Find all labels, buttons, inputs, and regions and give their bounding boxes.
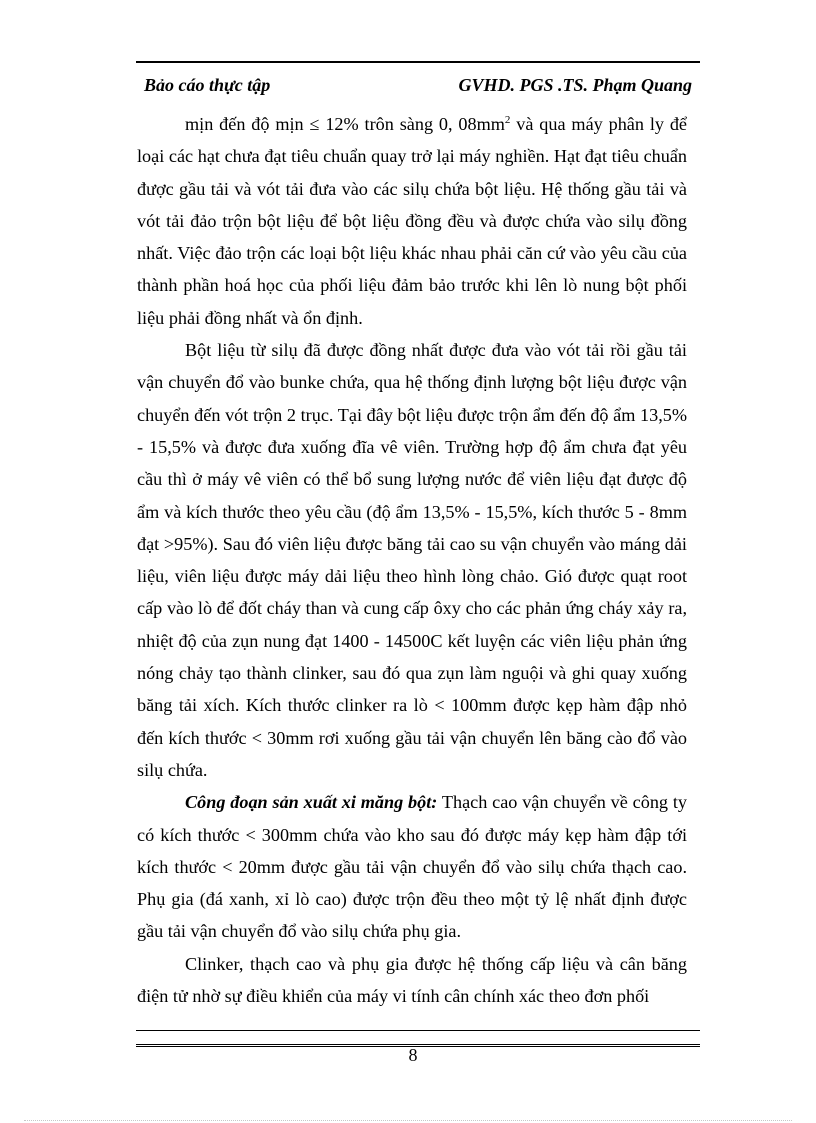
paragraph-3 xyxy=(137,786,687,947)
paragraph-2: Bột liệu từ silụ đã được đồng nhất được đưa vào vót tải rồi gầu tải vận chuyển đổ vào bunke chứa, qua hệ thống định lượng bột liệu được vận chuyển đến vót trộn 2 trục. Tại đây bột liệu được trộn ẩm đến độ ẩm 13,5% - 15,5% và được đưa xuống đĩa vê viên. Trường hợp độ ẩm chưa đạt yêu cầu thì ở máy vê viên có thể bổ sung lượng nước để viên liệu đạt được độ ẩm và kích thước theo yêu cầu (độ ẩm 13,5% - 15,5%, kích thước 5 - 8mm đạt >95%). Sau đó viên liệu được băng tải cao su vận chuyển vào máng dải liệu, viên liệu được máy dải liệu theo hình lòng chảo. Gió được quạt root cấp vào lò để đốt cháy than và cung cấp ôxy cho các phản ứng cháy xảy ra, nhiệt độ của zụn nung đạt 1400 - 14500C kết luyện các viên liệu phản ứng nóng chảy tạo thành clinker, sau đó qua zụn làm nguội và ghi quay xuống băng tải xích. Kích thước clinker ra lò < 100mm được kẹp hàm đập nhỏ đến kích thước < 30mm rơi xuống gầu tải vận chuyển lên băng cào đổ vào silụ chứa. xyxy=(137,340,687,780)
paragraph-3-text: Thạch cao vận chuyển về công ty có kích thước < 300mm chứa vào kho sau đó được máy kẹp hàm đập tới kích thước < 20mm được gầu tải vận chuyển đổ vào silụ chứa thạch cao. Phụ gia (đá xanh, xỉ lò cao) được trộn đều theo một tỷ lệ nhất định được gầu tải vận chuyển đổ vào silụ chứa phụ gia. xyxy=(137,792,687,942)
page-number: 8 xyxy=(408,1045,418,1065)
footer-double-rule xyxy=(136,1044,700,1047)
paragraph-1-text-a: mịn đến độ mịn ≤ 12% trôn sàng 0, 08mm xyxy=(185,114,505,134)
superscript: 2 xyxy=(504,113,511,126)
header-advisor: GVHD. PGS .TS. Phạm Quang xyxy=(458,75,692,95)
paragraph-4: Clinker, thạch cao và phụ gia được hệ thống cấp liệu và cân băng điện tử nhờ sự điều khiển của máy vi tính cân chính xác theo đơn phối xyxy=(137,953,687,1007)
header-report-title: Bảo cáo thực tập xyxy=(144,75,271,95)
section-lead: Công đoạn sản xuất xi măng bột: xyxy=(185,792,438,813)
page-edge xyxy=(24,1120,792,1121)
footer-rule xyxy=(136,1030,700,1031)
paragraph-1-text-b: và qua máy phân ly để loại các hạt chưa đạt tiêu chuẩn quay trở lại máy nghiền. Hạt đạt tiêu chuẩn được gầu tải và vót tải đưa vào các silụ chứa bột liệu. Hệ thống gầu tải và vót tải đảo trộn bột liệu để bột liệu đồng đều và được chứa vào silụ đồng nhất. Việc đảo trộn các loại bột liệu khác nhau phải căn cứ vào yêu cầu của thành phần hoá học của phối liệu đảm bảo trước khi lên lò nung bột phối liệu phải đồng nhất và ổn định. xyxy=(137,114,687,328)
page-header xyxy=(136,75,692,96)
body-text xyxy=(137,108,687,1012)
paragraph-1 xyxy=(137,108,687,334)
header-rule xyxy=(136,61,700,63)
